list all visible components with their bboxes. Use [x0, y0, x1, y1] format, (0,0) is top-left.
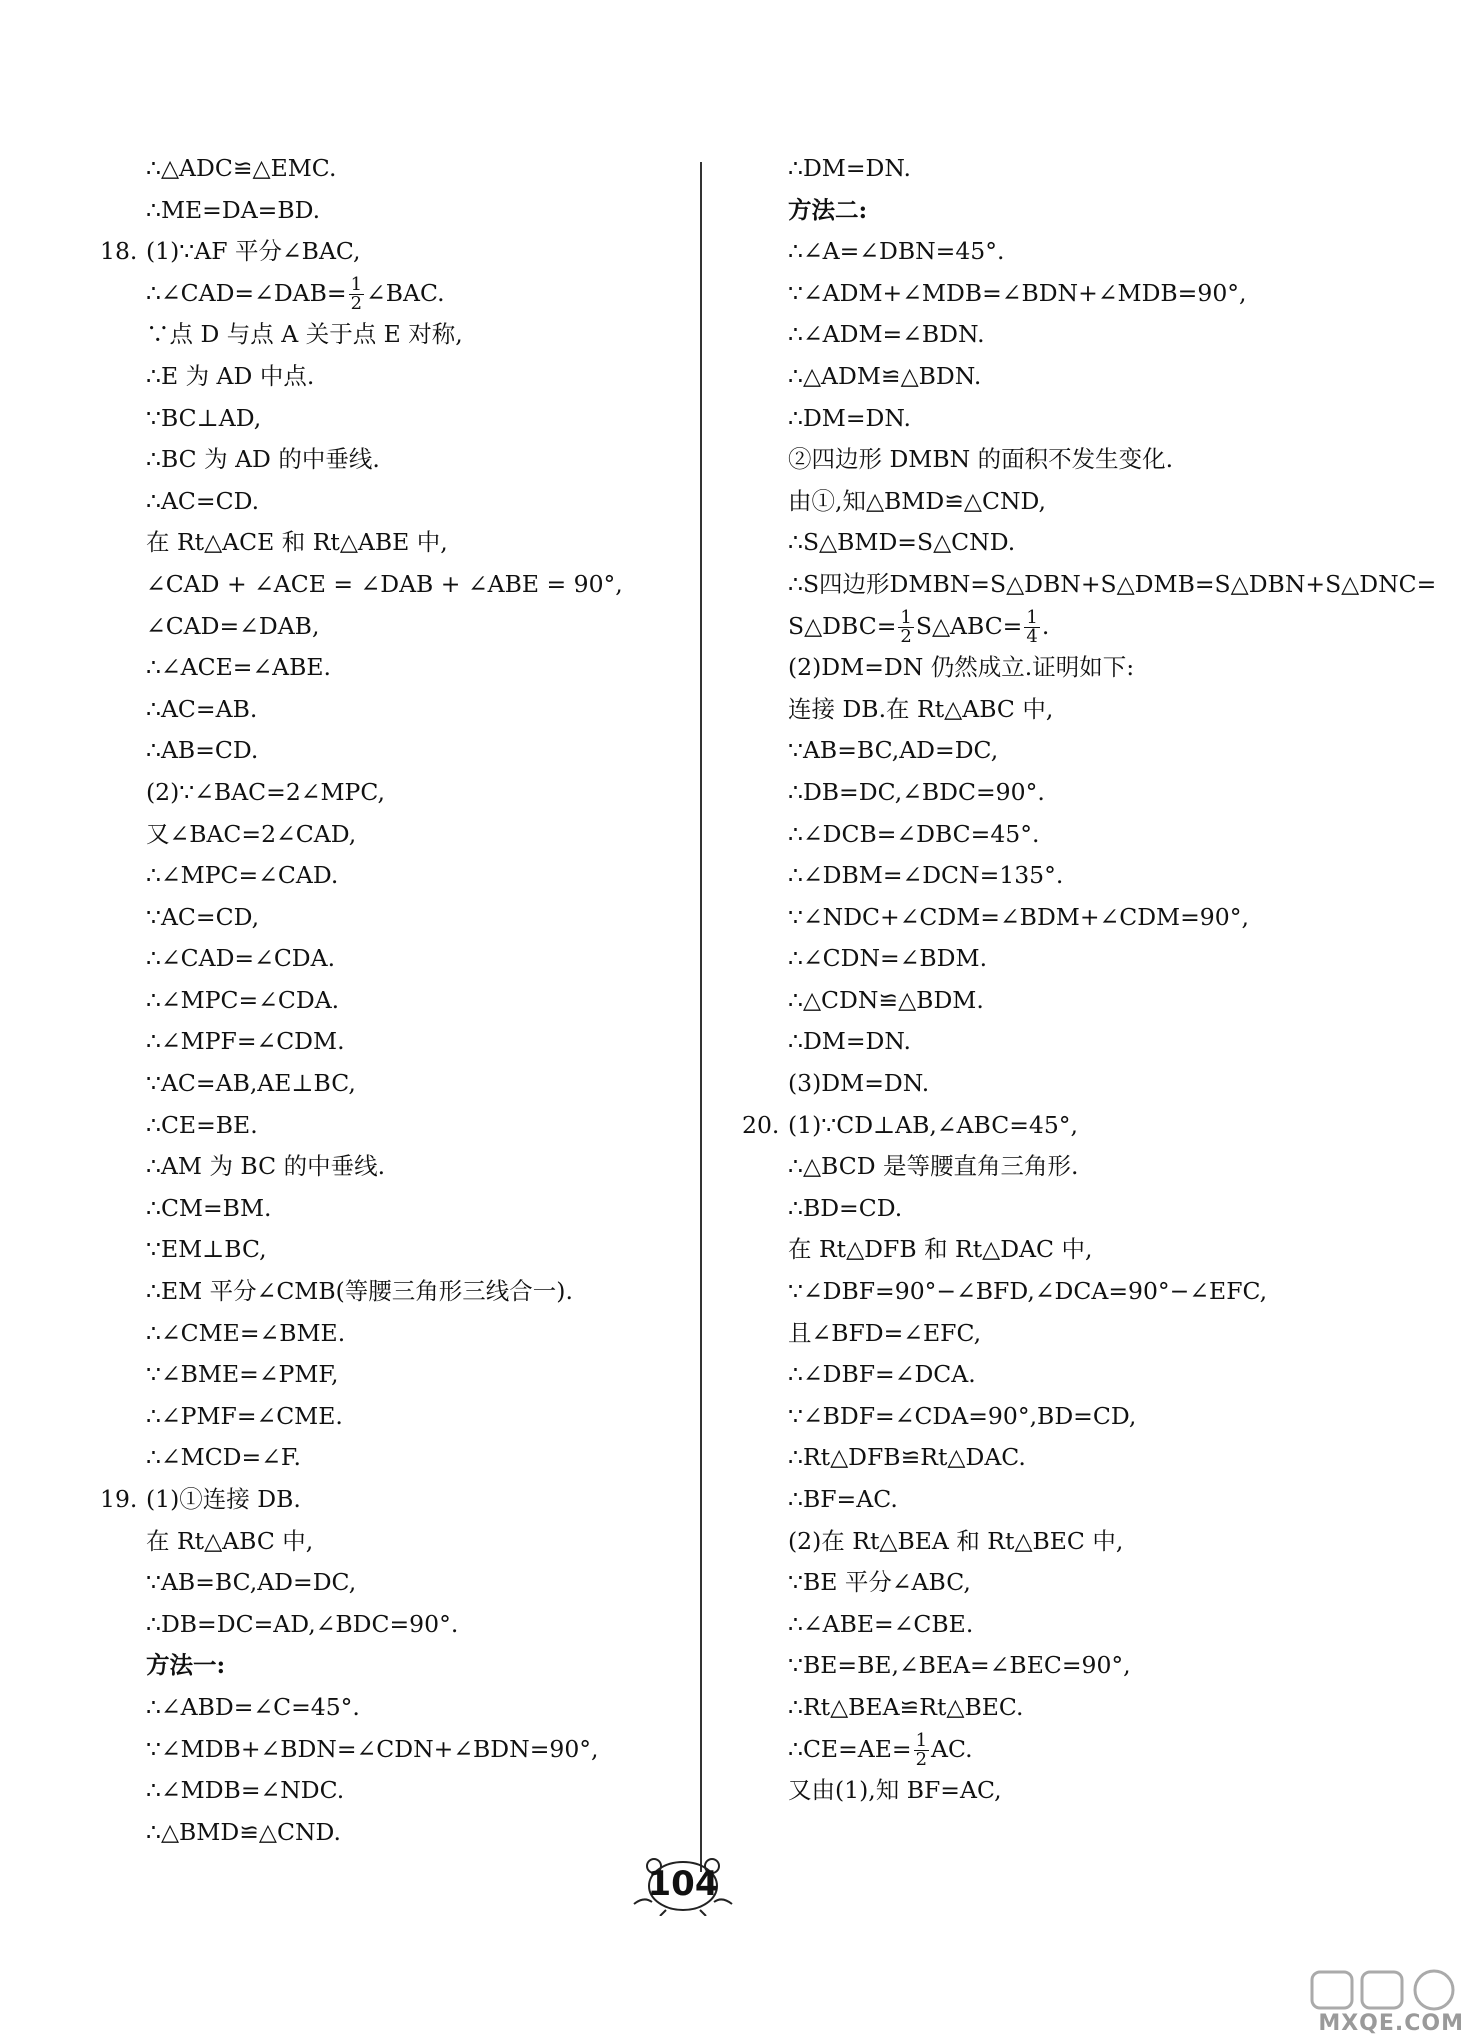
- line-text-end: .: [1041, 611, 1050, 640]
- solution-line: [100, 772, 680, 814]
- column-divider: [700, 162, 702, 1872]
- line-content: [788, 1770, 1002, 1812]
- line-content: [146, 1812, 341, 1854]
- solution-line: [742, 273, 1402, 315]
- solution-line: [100, 1229, 680, 1271]
- line-text: ∵BE=BE,∠BEA=∠BEC=90°,: [788, 1651, 1131, 1680]
- line-text: ∵EM⊥BC,: [146, 1235, 267, 1264]
- line-text: ∴BC 为 AD 的中垂线.: [146, 445, 380, 474]
- line-text: ∠CAD + ∠ACE = ∠DAB + ∠ABE = 90°,: [146, 569, 623, 598]
- fraction-numerator: 1: [900, 606, 912, 628]
- fraction: [1024, 606, 1039, 647]
- line-text: ∵AC=AB,AE⊥BC,: [146, 1069, 356, 1098]
- line-text: ∴△CDN≌△BDM.: [788, 985, 984, 1014]
- problem-number: 20.: [742, 1110, 780, 1139]
- solution-line: [100, 1687, 680, 1729]
- solution-line: [100, 1479, 680, 1521]
- line-content: [146, 1645, 225, 1687]
- line-text: ∵AB=BC,AD=DC,: [788, 736, 999, 765]
- solution-line: [100, 1812, 680, 1854]
- solution-line: [742, 1229, 1402, 1271]
- line-text: (1)①连接 DB.: [146, 1485, 301, 1513]
- solution-line: [100, 356, 680, 398]
- watermark-logo-icon: [1310, 1968, 1460, 2012]
- fraction: [898, 606, 913, 647]
- line-content: [788, 1271, 1267, 1313]
- fraction-denominator: 4: [1026, 625, 1038, 647]
- line-content: [146, 1021, 345, 1063]
- line-content: [146, 1604, 458, 1646]
- line-content: [788, 1105, 1078, 1147]
- solution-line: [100, 730, 680, 772]
- solution-line: [100, 938, 680, 980]
- line-text: ∴AC=AB.: [146, 694, 258, 723]
- line-content: [788, 689, 1053, 731]
- line-text: 又由(1),知 BF=AC,: [788, 1776, 1002, 1805]
- line-content: [788, 1687, 1024, 1729]
- line-text: ∴CM=BM.: [146, 1193, 272, 1222]
- line-text: 又∠BAC=2∠CAD,: [146, 819, 357, 848]
- line-text: ∴∠ABD=∠C=45°.: [146, 1692, 360, 1721]
- line-text: ∵AB=BC,AD=DC,: [146, 1568, 357, 1597]
- line-content: [146, 1063, 356, 1105]
- fraction-denominator: 2: [915, 1748, 928, 1770]
- solution-line: [100, 1645, 680, 1687]
- line-content: [146, 481, 259, 523]
- line-content: [146, 564, 623, 606]
- solution-line: [100, 1271, 680, 1313]
- solution-line: [742, 855, 1402, 897]
- line-content: [146, 1562, 356, 1604]
- solution-line: [100, 1105, 680, 1147]
- solution-line: [742, 730, 1402, 772]
- line-content: [788, 606, 1049, 648]
- solution-line: [742, 314, 1402, 356]
- line-content: [146, 814, 356, 856]
- line-content: [788, 356, 981, 398]
- fraction-numerator: 1: [915, 1729, 928, 1751]
- line-content: [788, 1396, 1136, 1438]
- line-text: ∴DB=DC=AD,∠BDC=90°.: [146, 1609, 459, 1638]
- solution-line: [742, 1396, 1402, 1438]
- line-content: [146, 231, 361, 273]
- problem-number: 19.: [100, 1485, 138, 1513]
- solution-line: [100, 273, 680, 315]
- line-content: [788, 273, 1247, 315]
- line-text: ∴∠MDB=∠NDC.: [146, 1776, 345, 1805]
- solution-line: [100, 855, 680, 897]
- line-text: 方法二:: [788, 195, 868, 224]
- line-content: [146, 1188, 272, 1230]
- line-content: [788, 897, 1249, 939]
- line-content: [146, 148, 336, 190]
- line-text: 在 Rt△ACE 和 Rt△ABE 中,: [146, 528, 448, 557]
- line-text: ∴DM=DN.: [788, 154, 911, 182]
- solution-line: [100, 439, 680, 481]
- line-content: [788, 1354, 976, 1396]
- solution-line: [742, 231, 1402, 273]
- line-content: [788, 772, 1045, 814]
- line-content: [788, 1313, 981, 1355]
- solution-line: [742, 689, 1402, 731]
- solution-line: [100, 606, 680, 648]
- problem-number: 18.: [100, 237, 138, 266]
- left-column: [100, 148, 680, 1853]
- solution-line: [742, 980, 1402, 1022]
- line-content: [788, 1604, 973, 1646]
- line-text: ∴S△BMD=S△CND.: [788, 528, 1016, 557]
- solution-line: [100, 481, 680, 523]
- line-text: ∴Rt△DFB≌Rt△DAC.: [788, 1443, 1026, 1472]
- solution-line: [100, 897, 680, 939]
- fraction-denominator: 2: [900, 625, 912, 647]
- line-text: ∵∠BDF=∠CDA=90°,BD=CD,: [788, 1401, 1137, 1430]
- solution-line: [100, 814, 680, 856]
- solution-line: [100, 1729, 680, 1771]
- solution-line: [742, 1729, 1402, 1771]
- line-content: [788, 1645, 1131, 1687]
- line-text: ∴∠ACE=∠ABE.: [146, 653, 331, 682]
- solution-line: [100, 1770, 680, 1812]
- line-content: [788, 439, 1173, 481]
- line-text: ∵∠BME=∠PMF,: [146, 1360, 339, 1389]
- line-content: [146, 1396, 343, 1438]
- solution-line: [100, 1313, 680, 1355]
- solution-line: [742, 897, 1402, 939]
- solution-line: [742, 481, 1402, 523]
- line-text: ∴∠CME=∠BME.: [146, 1318, 346, 1347]
- fraction-denominator: 2: [350, 292, 363, 314]
- line-text: ∴CE=AE=: [788, 1734, 912, 1763]
- line-text: ∵∠MDB+∠BDN=∠CDN+∠BDN=90°,: [146, 1734, 599, 1763]
- line-text: ∴CE=BE.: [146, 1110, 258, 1139]
- line-content: [146, 522, 448, 564]
- line-content: [788, 190, 867, 232]
- solution-line: [742, 1354, 1402, 1396]
- line-text: ∴E 为 AD 中点.: [146, 361, 315, 390]
- line-text: 由①,知△BMD≌△CND,: [788, 486, 1046, 515]
- line-content: [788, 231, 1004, 273]
- line-text-after: ∠BAC.: [366, 278, 445, 307]
- solution-line: [100, 689, 680, 731]
- solution-line: [100, 1437, 680, 1479]
- line-text: ∴∠CAD=∠DAB=: [146, 278, 347, 307]
- line-content: [146, 1229, 267, 1271]
- line-content: [788, 398, 911, 440]
- line-text: 方法一:: [146, 1651, 226, 1680]
- watermark: [1236, 1968, 1470, 2040]
- line-text: S△DBC=: [788, 611, 897, 640]
- fraction-numerator: 1: [1026, 606, 1038, 628]
- solution-line: [100, 314, 680, 356]
- line-text: ∵∠DBF=90°−∠BFD,∠DCA=90°−∠EFC,: [788, 1277, 1268, 1306]
- solution-line: [100, 231, 680, 273]
- line-content: [788, 814, 1039, 856]
- line-text: ∴△ADM≌△BDN.: [788, 361, 982, 390]
- line-text: ∵BE 平分∠ABC,: [788, 1568, 971, 1597]
- line-text: (2)∵∠BAC=2∠MPC,: [146, 777, 385, 806]
- page-number: 104: [647, 1864, 719, 1904]
- line-text: 在 Rt△ABC 中,: [146, 1526, 314, 1555]
- line-content: [788, 1021, 911, 1063]
- solution-line: [742, 1063, 1402, 1105]
- line-text: ∴∠A=∠DBN=45°.: [788, 237, 1005, 266]
- line-content: [788, 730, 998, 772]
- line-text: ∴∠MPF=∠CDM.: [146, 1027, 345, 1056]
- line-text: ∴∠ABE=∠CBE.: [788, 1609, 974, 1638]
- line-content: [146, 273, 445, 315]
- line-text: ∵∠ADM+∠MDB=∠BDN+∠MDB=90°,: [788, 278, 1247, 307]
- line-content: [146, 897, 259, 939]
- line-text: ∴ME=DA=BD.: [146, 195, 321, 224]
- line-text: ∵点 D 与点 A 关于点 E 对称,: [146, 320, 463, 349]
- solution-line: [100, 647, 680, 689]
- line-text: ∴Rt△BEA≌Rt△BEC.: [788, 1692, 1024, 1721]
- line-text: ∴△BCD 是等腰直角三角形.: [788, 1152, 1079, 1181]
- line-text: ∴∠MCD=∠F.: [146, 1443, 302, 1472]
- line-text: ∴EM 平分∠CMB(等腰三角形三线合一).: [146, 1277, 573, 1306]
- line-text: ∴S四边形DMBN=S△DBN+S△DMB=S△DBN+S△DNC=: [788, 569, 1437, 598]
- solution-line: [100, 1521, 680, 1563]
- solution-line: [742, 1021, 1402, 1063]
- solution-line: [742, 772, 1402, 814]
- line-content: [146, 1354, 339, 1396]
- line-content: [788, 1146, 1079, 1188]
- solution-line: [742, 1562, 1402, 1604]
- line-text: (2)DM=DN 仍然成立.证明如下:: [788, 653, 1135, 682]
- line-content: [146, 1729, 599, 1771]
- solution-line: [100, 522, 680, 564]
- solution-line: [742, 647, 1402, 689]
- line-content: [146, 647, 331, 689]
- solution-line: [742, 1437, 1402, 1479]
- line-content: [788, 938, 987, 980]
- line-text: ∴AM 为 BC 的中垂线.: [146, 1152, 386, 1181]
- line-content: [788, 564, 1436, 606]
- line-text: ∴△ADC≌△EMC.: [146, 154, 337, 182]
- solution-line: [742, 148, 1402, 190]
- solution-line: [742, 1271, 1402, 1313]
- solution-line: [742, 938, 1402, 980]
- line-text: (3)DM=DN.: [788, 1069, 930, 1098]
- line-text: ②四边形 DMBN 的面积不发生变化.: [788, 445, 1174, 474]
- line-content: [788, 855, 1063, 897]
- line-text: ∴DB=DC,∠BDC=90°.: [788, 777, 1045, 806]
- line-content: [788, 1229, 1092, 1271]
- page-number-badge: [628, 1856, 738, 1916]
- line-text: ∴AC=CD.: [146, 486, 260, 515]
- line-text: ∴△BMD≌△CND.: [146, 1817, 341, 1846]
- line-content: [788, 1562, 971, 1604]
- line-text: (1)∵AF 平分∠BAC,: [146, 237, 361, 266]
- line-content: [146, 439, 380, 481]
- line-text: (2)在 Rt△BEA 和 Rt△BEC 中,: [788, 1526, 1124, 1555]
- solution-line: [742, 398, 1402, 440]
- line-content: [146, 1271, 573, 1313]
- solution-line: [100, 564, 680, 606]
- line-text: ∴DM=DN.: [788, 1027, 911, 1056]
- solution-line: [100, 1604, 680, 1646]
- solution-line: [742, 564, 1437, 606]
- line-text: ∠CAD=∠DAB,: [146, 611, 320, 640]
- line-content: [788, 1063, 929, 1105]
- line-text: ∴∠DCB=∠DBC=45°.: [788, 819, 1040, 848]
- fraction-numerator: 1: [350, 273, 363, 295]
- line-content: [146, 606, 319, 648]
- line-content: [146, 1479, 301, 1521]
- line-text: ∵BC⊥AD,: [146, 403, 262, 432]
- line-text: ∴∠CAD=∠CDA.: [146, 944, 336, 973]
- watermark-site-text: MXQE.COM: [1318, 2011, 1464, 2036]
- line-content: [788, 1437, 1026, 1479]
- solution-line: [100, 190, 680, 232]
- line-text-after: AC.: [931, 1734, 973, 1763]
- solution-line: [742, 1479, 1402, 1521]
- line-content: [146, 1146, 385, 1188]
- solution-line: [100, 148, 680, 190]
- solution-line: [100, 1063, 680, 1105]
- line-content: [146, 855, 338, 897]
- solution-line: [742, 1645, 1402, 1687]
- line-content: [146, 356, 314, 398]
- solution-line: [742, 439, 1402, 481]
- line-content: [788, 314, 985, 356]
- fraction: [349, 273, 364, 314]
- line-content: [788, 522, 1015, 564]
- line-content: [146, 1687, 360, 1729]
- line-content: [146, 1437, 301, 1479]
- solution-line: [100, 1146, 680, 1188]
- line-content: [146, 938, 335, 980]
- solution-line: [100, 1188, 680, 1230]
- line-content: [146, 190, 320, 232]
- line-content: [146, 1770, 344, 1812]
- solution-line: [742, 1604, 1402, 1646]
- line-text: ∴∠DBF=∠DCA.: [788, 1360, 976, 1389]
- solution-line: [100, 1354, 680, 1396]
- line-content: [146, 1313, 345, 1355]
- solution-line: [742, 1188, 1402, 1230]
- line-text: ∴BD=CD.: [788, 1193, 903, 1222]
- line-text: 在 Rt△DFB 和 Rt△DAC 中,: [788, 1235, 1093, 1264]
- line-content: [146, 689, 257, 731]
- line-content: [788, 481, 1046, 523]
- line-text: ∴DM=DN.: [788, 403, 911, 432]
- solution-line: [742, 1521, 1402, 1563]
- solution-line: [742, 814, 1402, 856]
- line-content: [788, 1729, 973, 1771]
- line-content: [788, 1521, 1123, 1563]
- line-text: 且∠BFD=∠EFC,: [788, 1318, 982, 1347]
- line-text: ∴∠PMF=∠CME.: [146, 1401, 343, 1430]
- line-text-after: S△ABC=: [915, 611, 1023, 640]
- line-text: ∴AB=CD.: [146, 736, 259, 765]
- line-content: [788, 647, 1134, 689]
- line-content: [788, 1188, 902, 1230]
- line-text: ∴∠ADM=∠BDN.: [788, 320, 985, 349]
- line-content: [146, 398, 261, 440]
- line-content: [146, 1521, 313, 1563]
- line-content: [146, 980, 339, 1022]
- line-content: [146, 1105, 258, 1147]
- solution-line: [742, 190, 1402, 232]
- line-text: ∴∠DBM=∠DCN=135°.: [788, 861, 1064, 890]
- line-text: ∴BF=AC.: [788, 1485, 898, 1513]
- line-content: [146, 730, 258, 772]
- line-content: [788, 148, 911, 190]
- line-text: ∴∠CDN=∠BDM.: [788, 944, 988, 973]
- fraction: [914, 1729, 929, 1770]
- line-text: ∴∠MPC=∠CAD.: [146, 861, 339, 890]
- line-content: [788, 1479, 898, 1521]
- line-text: ∵AC=CD,: [146, 902, 260, 931]
- solution-line: [742, 606, 1402, 648]
- solution-line: [100, 1396, 680, 1438]
- solution-line: [100, 980, 680, 1022]
- solution-line: [100, 398, 680, 440]
- right-column: [742, 148, 1437, 1812]
- solution-line: [100, 1021, 680, 1063]
- line-content: [146, 772, 385, 814]
- solution-line: [742, 1105, 1402, 1147]
- line-content: [788, 980, 984, 1022]
- line-text: ∵∠NDC+∠CDM=∠BDM+∠CDM=90°,: [788, 902, 1249, 931]
- solution-line: [742, 1313, 1402, 1355]
- solution-line: [742, 1146, 1402, 1188]
- solution-line: [742, 522, 1402, 564]
- line-text: 连接 DB.在 Rt△ABC 中,: [788, 694, 1054, 723]
- line-content: [146, 314, 463, 356]
- line-text: ∴∠MPC=∠CDA.: [146, 985, 340, 1014]
- line-text: (1)∵CD⊥AB,∠ABC=45°,: [788, 1110, 1079, 1139]
- solution-line: [742, 356, 1402, 398]
- solution-line: [100, 1562, 680, 1604]
- solution-line: [742, 1687, 1402, 1729]
- solution-line: [742, 1770, 1402, 1812]
